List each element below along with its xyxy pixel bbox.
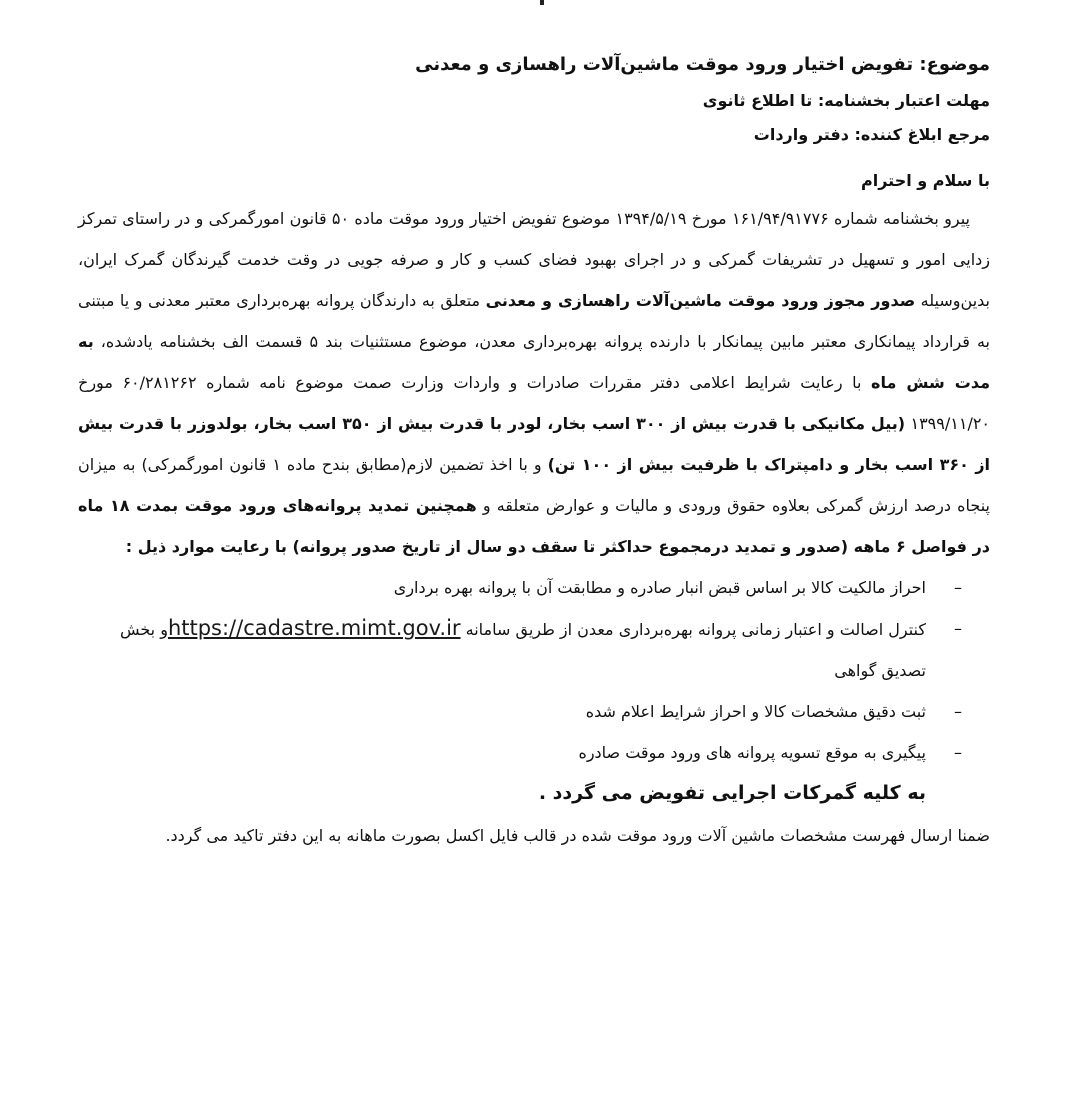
list-item-text-cont: و بخش تصدیق گواهی — [119, 620, 926, 680]
list-item — [78, 608, 990, 691]
list-item-text: ثبت دقیق مشخصات کالا و احراز شرایط اعلام شده — [585, 702, 926, 721]
list-item — [78, 567, 990, 608]
list-item — [78, 732, 990, 773]
list-item — [78, 691, 990, 732]
list-item-text: پیگیری به موقع تسویه پروانه های ورود موقت صادره — [578, 743, 926, 762]
paragraph-part-1: پیرو بخشنامه شماره ۱۶۱/۹۴/۹۱۷۷۶ مورخ ۱۳۹۴/۵/۱۹ موضوع تفویض اختیار ورود موقت ماده ۵۰ قانون امورگمرکی و در راستای تمرکز زدایی امور و تسهیل در تشریفات گمرکی و در اجرای بهبود فضای کسب و کار و صرفه جویی در وقت خدمت گیرندگان گمرک ایران، بدین‌وسیله — [78, 209, 991, 310]
validity-line: مهلت اعتبار بخشنامه: تا اطلاع ثانوی — [702, 91, 990, 110]
paragraph-part-2: متعلق به دارندگان پروانه بهره‌برداری معتبر معدنی و یا مبتنی به قرارداد پیمانکاری معتبر مابین پیمانکار با دارنده پروانه بهره‌برداری معدن، موضوع مستثنیات بند ۵ قسمت الف بخشنامه یادشده، — [78, 291, 991, 351]
delegation-statement: به کلیه گمرکات اجرایی تفویض می گردد . — [538, 782, 926, 804]
paragraph-bold-machinery: (بیل مکانیکی با قدرت بیش از ۳۰۰ اسب بخار، لودر با قدرت بیش از ۳۵۰ اسب بخار، بولدوزر با قدرت بیش از ۳۶۰ اسب بخار و دامپتراک با ظرفیت بیش از ۱۰۰ تن) — [78, 414, 991, 474]
list-item-text: کنترل اصالت و اعتبار زمانی پروانه بهره‌برداری معدن از طریق سامانه — [460, 620, 926, 639]
greeting: با سلام و احترام — [861, 171, 990, 190]
paragraph-bold-extension: همچنین تمدید پروانه‌های ورود موقت بمدت ۱۸ ماه در فواصل ۶ ماهه (صدور و تمدید درمجموع حداکثر تا سقف دو سال از تاریخ صدور پروانه) با رعایت موارد ذیل : — [78, 496, 990, 556]
list-dash: – — [954, 702, 962, 721]
paragraph-part-4: و با اخذ تضمین لازم(مطابق بندح ماده ۱ قانون امورگمرکی) به میزان پنجاه درصد ارزش گمرکی بعلاوه حقوق ورودی و مالیات و عوارض متعلقه و — [78, 455, 991, 515]
list-item-text: احراز مالکیت کالا بر اساس قبض انبار صادره و مطابقت آن با پروانه بهره برداری — [393, 578, 926, 597]
list-dash: – — [954, 578, 962, 597]
requirements-list — [78, 567, 990, 773]
main-paragraph — [78, 198, 990, 567]
scan-mark — [540, 0, 544, 5]
paragraph-bold-permit: صدور مجوز ورود موقت ماشین‌آلات راهسازی و معدنی — [485, 291, 916, 310]
subject-line: موضوع: تفویض اختیار ورود موقت ماشین‌آلات راهسازی و معدنی — [415, 54, 990, 75]
circular-document — [78, 46, 990, 856]
cadastre-link[interactable]: https://cadastre.mimt.gov.ir — [167, 616, 461, 640]
paragraph-part-3: با رعایت شرایط اعلامی دفتر مقررات صادرات و واردات وزارت صمت موضوع نامه شماره ۶۰/۲۸۱۲۶۲ مورخ ۱۳۹۹/۱۱/۲۰ — [78, 373, 991, 433]
list-dash: – — [954, 619, 962, 638]
closing-paragraph: ضمنا ارسال فهرست مشخصات ماشین آلات ورود موقت شده در قالب فایل اکسل بصورت ماهانه به این دفتر تاکید می گردد. — [165, 826, 990, 845]
paragraph-bold-duration: به مدت شش ماه — [78, 332, 990, 392]
list-dash: – — [954, 743, 962, 762]
reference-line: مرجع ابلاغ کننده: دفتر واردات — [753, 125, 990, 144]
